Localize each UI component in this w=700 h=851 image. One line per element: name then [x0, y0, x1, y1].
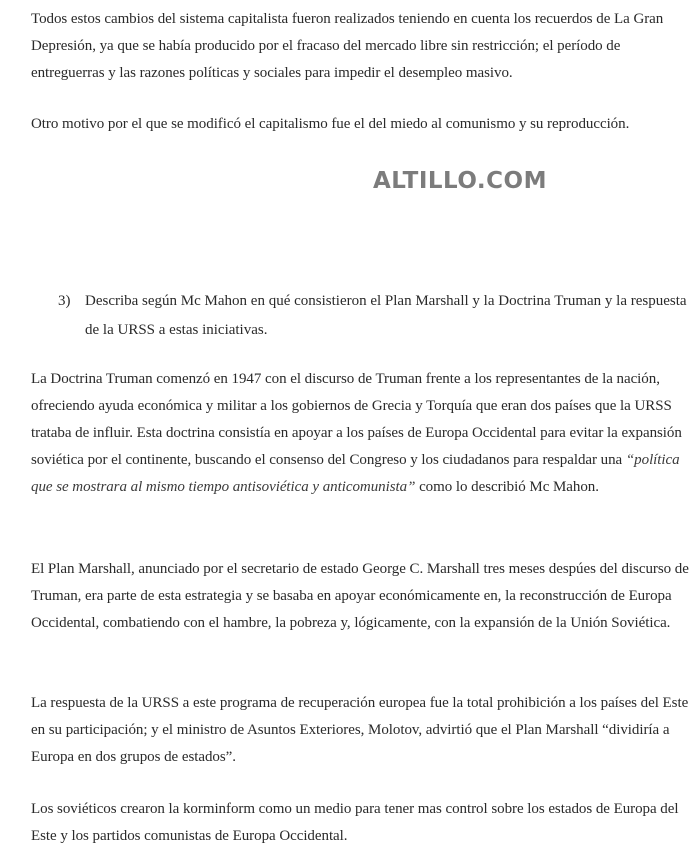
paragraph-kominform: Los soviéticos crearon la korminform como un medio para tener mas control sobre los estados de Europa del Este y los partidos comunistas de Europa Occidental.	[31, 801, 679, 844]
mcmahon-quote: “política que se mostrara al mismo tiempo antisoviética y anticomunista”	[31, 452, 680, 495]
paragraph-doctrina-truman	[31, 366, 693, 501]
paragraph-gran-depresion: Todos estos cambios del sistema capitalista fueron realizados teniendo en cuenta los recuerdos de La Gran Depresión, ya que se había producido por el fracaso del mercado libre sin restricción; el período de entreguerras y las razones políticas y sociales para impedir el desempleo masivo.	[31, 11, 664, 81]
doctrina-truman-text-end: como lo describió Mc Mahon.	[415, 479, 599, 495]
paragraph-plan-marshall: El Plan Marshall, anunciado por el secretario de estado George C. Marshall tres meses despúes del discurso de Truman, era parte de esta estrategia y se basaba en apoyar económicamente en, la reconstrucción de Europa Occidental, combatiendo con el hambre, la pobreza y, lógicamente, con la expansión de la Unión Soviética.	[31, 561, 689, 631]
question-text: Describa según Mc Mahon en qué consistieron el Plan Marshall y la Doctrina Truman y la respuesta de la URSS a estas iniciativas.	[85, 293, 687, 338]
paragraph-respuesta-urss: La respuesta de la URSS a este programa de recuperación europea fue la total prohibición a los países del Este en su participación; y el ministro de Asuntos Exteriores, Molotov, advirtió que el Plan Marshall “dividiría a Europa en dos grupos de estados”.	[31, 695, 689, 765]
doctrina-truman-text: La Doctrina Truman comenzó en 1947 con el discurso de Truman frente a los representantes de la nación, ofreciendo ayuda económica y militar a los gobiernos de Grecia y Torquía que eran dos países que la URSS trataba de influir. Esta doctrina consistía en apoyar a los países de Europa Occidental para evitar la expansión soviética por el continente, buscando el consenso del Congreso y los ciudadanos para respaldar una	[31, 371, 682, 468]
paragraph-miedo-comunismo: Otro motivo por el que se modificó el capitalismo fue el del miedo al comunismo y su reproducción.	[31, 116, 630, 132]
question-3	[58, 287, 698, 345]
altillo-watermark: ALTILLO.COM	[373, 168, 547, 194]
question-number: 3)	[58, 293, 71, 309]
